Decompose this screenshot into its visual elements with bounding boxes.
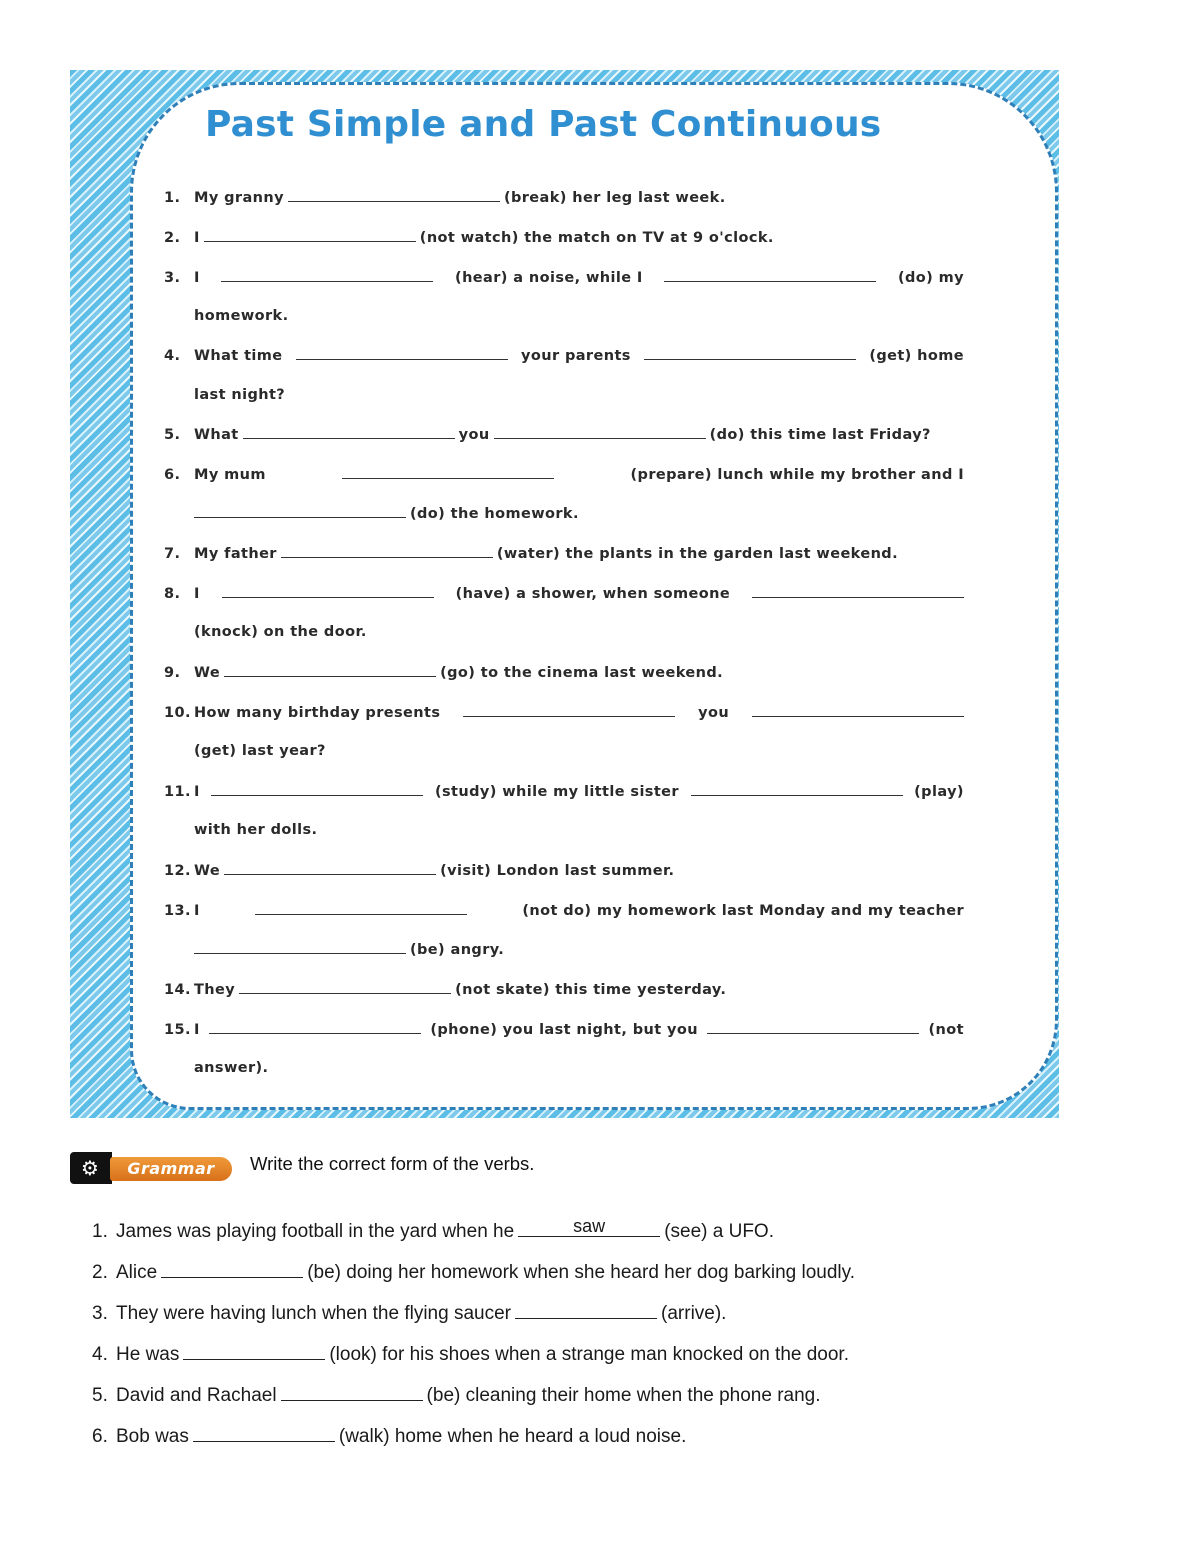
item-text: (go) to the cinema last weekend.: [440, 665, 724, 681]
item-text: My father: [194, 546, 277, 562]
grammar-item-6: [92, 1423, 892, 1448]
item-number: 14.: [164, 982, 191, 998]
grammar-label: Grammar: [110, 1157, 232, 1181]
worksheet-title: Past Simple and Past Continuous: [205, 104, 882, 145]
item-lead: [164, 901, 200, 921]
answer-blank[interactable]: [342, 464, 554, 479]
exercise-item-8: [164, 583, 964, 604]
item-text: (break) her leg last week.: [503, 190, 726, 206]
item-text: you: [698, 705, 730, 721]
item-text: (arrive).: [661, 1303, 727, 1324]
item-lead: [164, 703, 440, 723]
item-text: (do) my: [897, 270, 964, 286]
item-number: 3.: [92, 1303, 108, 1324]
item-text: What: [194, 427, 239, 443]
item-text: (do) this time last Friday?: [709, 427, 931, 443]
item-text: Alice: [116, 1262, 158, 1283]
item-text: (play): [914, 784, 964, 800]
item-number: 7.: [164, 546, 181, 562]
exercise-item-2: [164, 227, 964, 248]
item-text: (not skate) this time yesterday.: [455, 982, 727, 998]
answer-blank[interactable]: [463, 702, 675, 717]
badge-dark-tab: [70, 1152, 112, 1184]
item-text: (be) doing her homework when she heard her dog barking loudly.: [307, 1262, 855, 1283]
item-text: I: [194, 586, 200, 602]
item-number: 4.: [92, 1344, 108, 1365]
answer-blank[interactable]: [281, 543, 493, 558]
grammar-item-2: [92, 1259, 892, 1284]
answer-blank[interactable]: [518, 1218, 660, 1237]
item-number: 5.: [164, 427, 181, 443]
exercise-item-6: [164, 464, 964, 485]
item-text: (look) for his shoes when a strange man knocked on the door.: [329, 1344, 849, 1365]
item-text: (not: [928, 1022, 964, 1038]
item-text: James was playing football in the yard when he: [116, 1221, 515, 1242]
item-number: 1.: [92, 1221, 108, 1242]
answer-blank[interactable]: [211, 781, 423, 796]
answer-blank[interactable]: [494, 424, 706, 439]
item-text: (water) the plants in the garden last weekend.: [496, 546, 898, 562]
item-lead: [164, 782, 200, 802]
answer-blank[interactable]: [707, 1019, 919, 1034]
item-text: your parents: [521, 348, 631, 364]
answer-blank[interactable]: [281, 1382, 423, 1401]
item-text: (study) while my little sister: [434, 784, 679, 800]
answer-blank[interactable]: [221, 267, 433, 282]
item-lead: [164, 1020, 200, 1040]
item-text: I: [194, 230, 200, 246]
answer-blank[interactable]: [193, 1423, 335, 1442]
item-text: They: [194, 982, 236, 998]
item-number: 2.: [164, 230, 181, 246]
exercise-item-6-continued: [194, 503, 994, 524]
item-text: (hear) a noise, while I: [455, 270, 643, 286]
answer-blank[interactable]: [664, 267, 876, 282]
item-number: 3.: [164, 270, 181, 286]
item-text: (be) cleaning their home when the phone rang.: [426, 1385, 821, 1406]
answer-blank[interactable]: [644, 345, 856, 360]
exercise-item-13-continued: [194, 939, 994, 960]
item-number: 5.: [92, 1385, 108, 1406]
grammar-item-4: [92, 1341, 892, 1366]
answer-blank[interactable]: [239, 979, 451, 994]
grammar-item-1: [92, 1218, 892, 1243]
item-text: David and Rachael: [116, 1385, 277, 1406]
item-lead: [164, 465, 266, 485]
gear-icon: ⚙: [81, 1156, 99, 1180]
exercise-item-11-continued: with her dolls.: [194, 822, 318, 838]
exercise-item-7: [164, 543, 964, 564]
item-number: 6.: [92, 1426, 108, 1447]
item-text: (see) a UFO.: [664, 1221, 774, 1242]
item-number: 11.: [164, 784, 191, 800]
item-text: (phone) you last night, but you: [430, 1022, 698, 1038]
exercise-item-13: [164, 900, 964, 921]
item-text: (get) home: [869, 348, 964, 364]
item-text: How many birthday presents: [194, 705, 441, 721]
item-text: Bob was: [116, 1426, 189, 1447]
item-number: 4.: [164, 348, 181, 364]
item-text: I: [194, 903, 200, 919]
item-text: My mum: [194, 467, 266, 483]
item-lead: [164, 584, 200, 604]
answer-blank[interactable]: [224, 662, 436, 677]
answer-blank[interactable]: [183, 1341, 325, 1360]
grammar-item-5: [92, 1382, 892, 1407]
answer-blank[interactable]: [752, 702, 964, 717]
exercise-item-10: [164, 702, 964, 723]
item-text: (walk) home when he heard a loud noise.: [338, 1426, 687, 1447]
answer-blank[interactable]: [691, 781, 903, 796]
exercise-item-12: [164, 860, 964, 881]
exercise-item-15: [164, 1019, 964, 1040]
item-text: They were having lunch when the flying saucer: [116, 1303, 512, 1324]
item-text: I: [194, 784, 200, 800]
item-text: you: [458, 427, 490, 443]
exercise-item-9: [164, 662, 964, 683]
exercise-item-5: [164, 424, 964, 445]
answer-blank[interactable]: [255, 900, 467, 915]
item-text: What time: [194, 348, 283, 364]
answer-blank[interactable]: [752, 583, 964, 598]
item-number: 13.: [164, 903, 191, 919]
answer-blank[interactable]: [224, 860, 436, 875]
item-text: (prepare) lunch while my brother and I: [630, 467, 964, 483]
item-lead: [164, 346, 283, 366]
item-text: He was: [116, 1344, 180, 1365]
item-text: I: [194, 1022, 200, 1038]
answer-blank[interactable]: [288, 187, 500, 202]
item-number: 8.: [164, 586, 181, 602]
item-number: 15.: [164, 1022, 191, 1038]
answer-fill: saw: [573, 1216, 606, 1236]
item-text: (be) angry.: [410, 942, 505, 958]
exercise-item-8-continued: (knock) on the door.: [194, 624, 367, 640]
exercise-item-4-continued: last night?: [194, 387, 286, 403]
exercise-item-11: [164, 781, 964, 802]
item-text: (do) the homework.: [410, 506, 579, 522]
item-text: We: [194, 863, 221, 879]
exercise-item-1: [164, 187, 964, 208]
item-lead: [164, 268, 200, 288]
answer-blank[interactable]: [222, 583, 434, 598]
item-text: (visit) London last summer.: [440, 863, 675, 879]
item-text: We: [194, 665, 221, 681]
exercise-item-3: [164, 267, 964, 288]
exercise-item-3-continued: homework.: [194, 308, 289, 324]
exercise-item-14: [164, 979, 964, 1000]
exercise-item-15-continued: answer).: [194, 1060, 269, 1076]
grammar-item-3: [92, 1300, 892, 1325]
answer-blank[interactable]: [296, 345, 508, 360]
item-number: 6.: [164, 467, 181, 483]
item-text: (have) a shower, when someone: [455, 586, 731, 602]
item-number: 2.: [92, 1262, 108, 1283]
grammar-instruction: Write the correct form of the verbs.: [250, 1153, 535, 1174]
exercise-item-10-continued: (get) last year?: [194, 743, 326, 759]
item-number: 10.: [164, 705, 191, 721]
answer-blank[interactable]: [194, 939, 406, 954]
item-text: (not do) my homework last Monday and my teacher: [522, 903, 964, 919]
item-text: (not watch) the match on TV at 9 o'clock.: [419, 230, 774, 246]
answer-blank[interactable]: [243, 424, 455, 439]
answer-blank[interactable]: [515, 1300, 657, 1319]
item-number: 1.: [164, 190, 181, 206]
item-text: I: [194, 270, 200, 286]
answer-blank[interactable]: [194, 503, 406, 518]
answer-blank[interactable]: [204, 227, 416, 242]
item-text: My granny: [194, 190, 284, 206]
item-number: 12.: [164, 863, 191, 879]
answer-blank[interactable]: [209, 1019, 421, 1034]
exercise-item-4: [164, 345, 964, 366]
grammar-badge: [70, 1152, 233, 1184]
answer-blank[interactable]: [161, 1259, 303, 1278]
item-number: 9.: [164, 665, 181, 681]
